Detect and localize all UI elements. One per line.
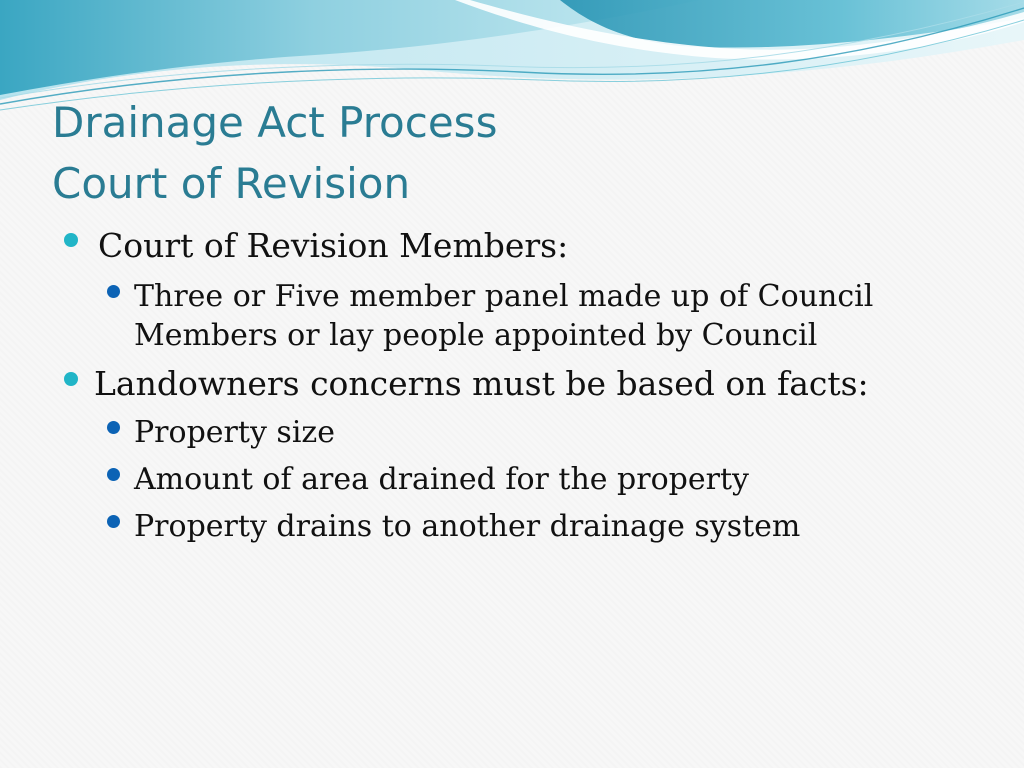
bullet-level1-icon bbox=[64, 372, 78, 386]
bullet-item-panel-line-2: Members or lay people appointed by Council bbox=[134, 318, 818, 353]
bullet-item-landowner-concerns: Landowners concerns must be based on facts: bbox=[94, 364, 869, 403]
bullet-level2-icon bbox=[107, 515, 120, 528]
bullet-level1-icon bbox=[64, 233, 78, 247]
bullet-item-court-members: Court of Revision Members: bbox=[98, 226, 569, 265]
bullet-item-property-size: Property size bbox=[134, 415, 335, 450]
bullet-item-area-drained: Amount of area drained for the property bbox=[134, 462, 749, 497]
bullet-level2-icon bbox=[107, 468, 120, 481]
bullet-item-panel-line-1: Three or Five member panel made up of Council bbox=[134, 279, 874, 314]
bullet-level2-icon bbox=[107, 285, 120, 298]
bullet-level2-icon bbox=[107, 421, 120, 434]
slide-title-line-1: Drainage Act Process bbox=[52, 98, 498, 147]
bullet-item-drains-another-system: Property drains to another drainage system bbox=[134, 509, 801, 544]
slide-title-line-2: Court of Revision bbox=[52, 159, 411, 208]
